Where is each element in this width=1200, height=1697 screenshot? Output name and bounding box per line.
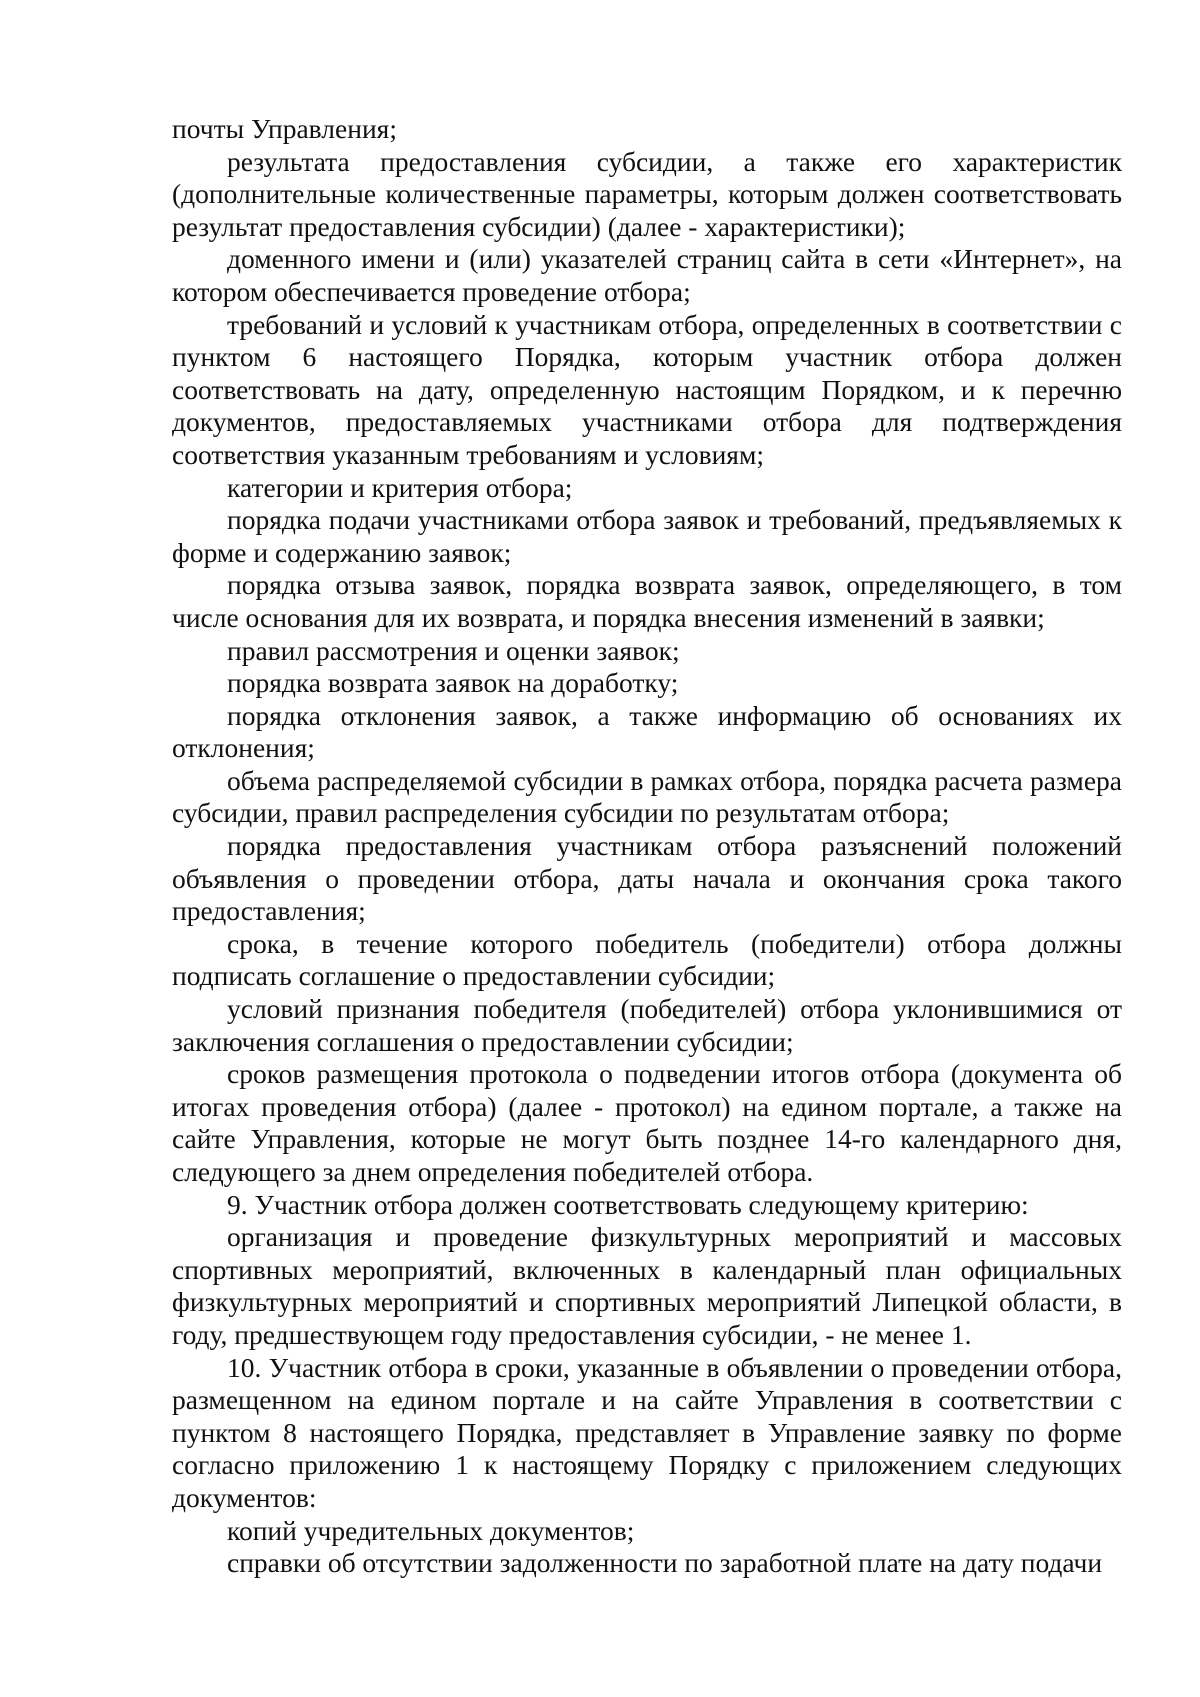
paragraph: почты Управления; (172, 113, 397, 144)
paragraph: результата предоставления субсидии, а также его характеристик (дополнительные количественные параметры, которым должен соответствовать результат предоставления субсидии) (далее - характеристики); (172, 145, 1122, 242)
paragraph: копий учредительных документов; (227, 1514, 635, 1546)
paragraph: доменного имени и (или) указателей страниц сайта в сети «Интернет», на котором обеспечивается проведение отбора; (172, 243, 1122, 307)
paragraph: 10. Участник отбора в сроки, указанные в объявлении о проведении отбора, размещенном на едином портале и на сайте Управления в соответствии с пунктом 8 настоящего Порядка, представляет в Управление заявку по форме согласно приложению 1 к настоящему Порядку с приложением следующих документов: (172, 1351, 1122, 1513)
paragraph: правил рассмотрения и оценки заявок; (227, 634, 680, 666)
paragraph: порядка отклонения заявок, а также информацию об основаниях их отклонения; (172, 699, 1122, 764)
paragraph: порядка отзыва заявок, порядка возврата заявок, определяющего, в том числе основания для их возврата, и порядка внесения изменений в заявки; (172, 569, 1122, 633)
paragraph: срока, в течение которого победитель (победители) отбора должны подписать соглашение о предоставлении субсидии; (172, 927, 1122, 992)
paragraph: порядка возврата заявок на доработку; (227, 667, 679, 699)
paragraph: порядка предоставления участникам отбора разъяснений положений объявления о проведении отбора, даты начала и окончания срока такого предоставления; (172, 830, 1122, 927)
paragraph: порядка подачи участниками отбора заявок и требований, предъявляемых к форме и содержанию заявок; (172, 504, 1122, 568)
paragraph: требований и условий к участникам отбора, определенных в соответствии с пунктом 6 настоящего Порядка, которым участник отбора должен соответствовать на дату, определенную настоящим Порядком, и к перечню документов, предоставляемых участниками отбора для подтверждения соответствия указанным требованиям и условиям; (172, 308, 1122, 470)
paragraph: 9. Участник отбора должен соответствовать следующему критерию: (227, 1188, 1029, 1220)
paragraph: сроков размещения протокола о подведении итогов отбора (документа об итогах проведения отбора) (далее - протокол) на едином портале, а также на сайте Управления, которые не могут быть позднее 14-го календарного дня, следующего за днем определения победителей отбора. (172, 1058, 1122, 1187)
paragraph: условий признания победителя (победителей) отбора уклонившимися от заключения соглашения о предоставлении субсидии; (172, 993, 1122, 1057)
document-body (172, 113, 1122, 1580)
paragraph: справки об отсутствии задолженности по заработной плате на дату подачи (227, 1547, 1103, 1579)
paragraph: категории и критерия отбора; (227, 471, 573, 503)
paragraph: организация и проведение физкультурных мероприятий и массовых спортивных мероприятий, включенных в календарный план официальных физкультурных мероприятий и спортивных мероприятий Липецкой области, в году, предшествующем году предоставления субсидии, - не менее 1. (172, 1221, 1122, 1350)
paragraph: объема распределяемой субсидии в рамках отбора, порядка расчета размера субсидии, правил распределения субсидии по результатам отбора; (172, 764, 1122, 829)
